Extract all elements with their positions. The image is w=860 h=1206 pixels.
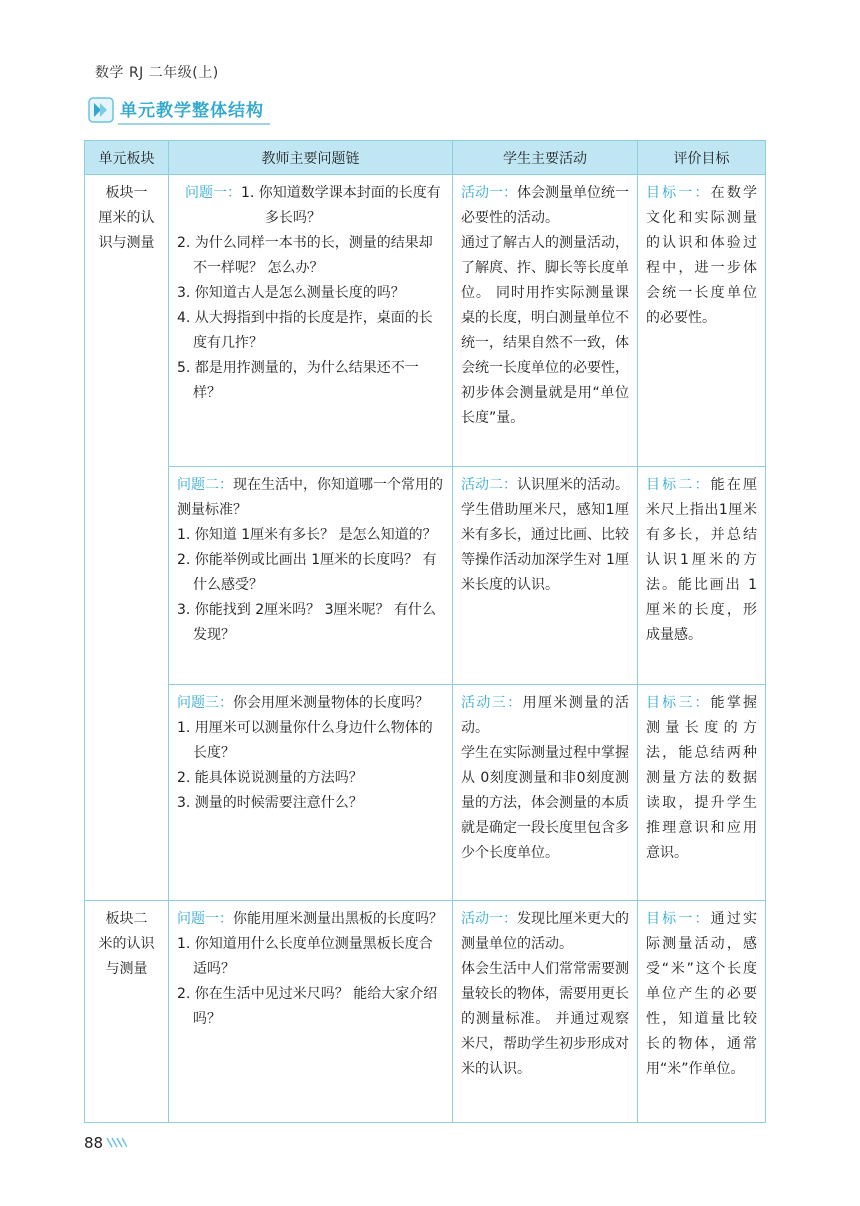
question-item: 1. 你知道用什么长度单位测量黑板长度合适吗？	[177, 936, 433, 977]
activity-title: 体会测量单位统一必要性的活动。	[461, 185, 629, 226]
goal-label: 目标二：	[646, 477, 711, 493]
activity-heading	[461, 473, 629, 498]
activity-heading	[461, 691, 629, 741]
block-name-line: 厘米的认	[98, 210, 155, 226]
question-text: 1. 你知道数学课本封面的长度有多长吗？	[241, 185, 441, 226]
question-item: 1. 用厘米可以测量你什么身边什么物体的长度？	[177, 720, 433, 761]
question-cell	[169, 175, 453, 467]
question-label: 问题二：	[177, 477, 233, 493]
block-name-line: 识与测量	[98, 235, 155, 251]
unit-structure-table	[84, 140, 766, 1123]
page-number: 88	[84, 1134, 104, 1152]
activity-cell	[453, 175, 638, 467]
question-text: 你会用厘米测量物体的长度吗？	[233, 695, 429, 711]
block-two-cell	[85, 901, 169, 1123]
question-text: 现在生活中，你知道哪一个常用的测量标准？	[177, 477, 443, 518]
question-item: 3. 你能找到 2厘米吗？ 3厘米呢？ 有什么发现？	[177, 602, 436, 643]
table-row	[85, 467, 766, 685]
activity-title: 认识厘米的活动。	[517, 477, 629, 493]
block-name-line: 板块一	[105, 185, 148, 201]
question-cell	[169, 467, 453, 685]
section-heading	[88, 96, 270, 124]
goal-cell	[638, 685, 766, 901]
header-teacher-questions: 教师主要问题链	[169, 141, 453, 175]
question-cell	[169, 901, 453, 1123]
activity-title: 用厘米测量的活动。	[461, 695, 630, 736]
question-label: 问题一：	[177, 911, 233, 927]
table-row	[85, 901, 766, 1123]
block-one-cell	[85, 175, 169, 901]
goal-cell	[638, 467, 766, 685]
question-cell	[169, 685, 453, 901]
header-unit-block: 单元板块	[85, 141, 169, 175]
activity-cell	[453, 685, 638, 901]
activity-label: 活动一：	[461, 911, 517, 927]
question-label: 问题一：	[185, 185, 241, 201]
block-name-line: 米的认识	[98, 936, 155, 952]
table-row	[85, 175, 766, 467]
goal-cell	[638, 175, 766, 467]
activity-cell	[453, 901, 638, 1123]
goal-label: 目标三：	[646, 695, 711, 711]
goal-label: 目标一：	[646, 911, 711, 927]
page-footer	[84, 1134, 127, 1152]
activity-body: 通过了解古人的测量活动，了解庹、拃、脚长等长度单位。 同时用拃实际测量课桌的长度，明白测量单位不统一，结果自然不一致，体会统一长度单位的必要性，初步体会测量就是用“单位长度”量。	[461, 235, 629, 426]
goal-text: 通过实际测量活动，感受“米”这个长度单位产生的必要性，知道量比较长的物体，通常用“米”作单位。	[646, 911, 758, 1077]
question-first	[177, 907, 444, 932]
activity-heading	[461, 907, 629, 957]
question-item: 2. 你在生活中见过米尺吗？ 能给大家介绍吗？	[177, 986, 438, 1027]
question-item: 2. 为什么同样一本书的长，测量的结果却不一样呢？ 怎么办？	[177, 235, 433, 276]
block-name-line: 板块二	[105, 911, 148, 927]
section-title: 单元教学整体结构	[118, 96, 270, 125]
question-first	[177, 181, 444, 231]
question-item: 3. 测量的时候需要注意什么？	[177, 795, 363, 811]
question-item: 2. 你能举例或比画出 1厘米的长度吗？ 有什么感受？	[177, 552, 437, 593]
question-label: 问题三：	[177, 695, 233, 711]
activity-heading	[461, 181, 629, 231]
table-header-row	[85, 141, 766, 175]
question-item: 2. 能具体说说测量的方法吗？	[177, 770, 363, 786]
activity-label: 活动一：	[461, 185, 517, 201]
activity-label: 活动二：	[461, 477, 517, 493]
table-row	[85, 685, 766, 901]
goal-cell	[638, 901, 766, 1123]
question-item: 4. 从大拇指到中指的长度是拃，桌面的长度有几拃？	[177, 310, 433, 351]
question-item: 3. 你知道古人是怎么测量长度的吗？	[177, 285, 405, 301]
block-name-line: 与测量	[105, 961, 148, 977]
goal-text: 能掌握测量长度的方法，能总结两种测量方法的数据读取，提升学生推理意识和应用意识。	[646, 695, 758, 861]
question-item: 1. 你知道 1厘米有多长？ 是怎么知道的？	[177, 527, 437, 543]
goal-text: 能在厘米尺上指出1厘米有多长，并总结认识1厘米的方法。能比画出 1厘米的长度，形成量感。	[646, 477, 758, 643]
question-first	[177, 473, 444, 523]
question-first	[177, 691, 444, 716]
header-student-activities: 学生主要活动	[453, 141, 638, 175]
question-text: 你能用厘米测量出黑板的长度吗？	[233, 911, 443, 927]
activity-title: 发现比厘米更大的测量单位的活动。	[461, 911, 629, 952]
double-chevron-right-icon	[88, 97, 114, 123]
goal-text: 在数学文化和实际测量的认识和体验过程中，进一步体会统一长度单位的必要性。	[646, 185, 758, 326]
running-header: 数学 RJ 二年级(上)	[95, 65, 219, 81]
goal-label: 目标一：	[646, 185, 711, 201]
activity-body: 体会生活中人们常常需要测量较长的物体，需要用更长的测量标准。 并通过观察米尺，帮助学生初步形成对米的认识。	[461, 961, 629, 1077]
question-item: 5. 都是用拃测量的，为什么结果还不一样？	[177, 360, 419, 401]
activity-body: 学生在实际测量过程中掌握从 0刻度测量和非0刻度测量的方法，体会测量的本质就是确定一段长度里包含多少个长度单位。	[461, 745, 629, 861]
activity-cell	[453, 467, 638, 685]
activity-body: 学生借助厘米尺，感知1厘米有多长，通过比画、比较等操作活动加深学生对 1厘米长度的认识。	[461, 502, 629, 593]
diagonal-stripes-icon	[105, 1134, 127, 1152]
activity-label: 活动三：	[461, 695, 523, 711]
header-evaluation-goals: 评价目标	[638, 141, 766, 175]
